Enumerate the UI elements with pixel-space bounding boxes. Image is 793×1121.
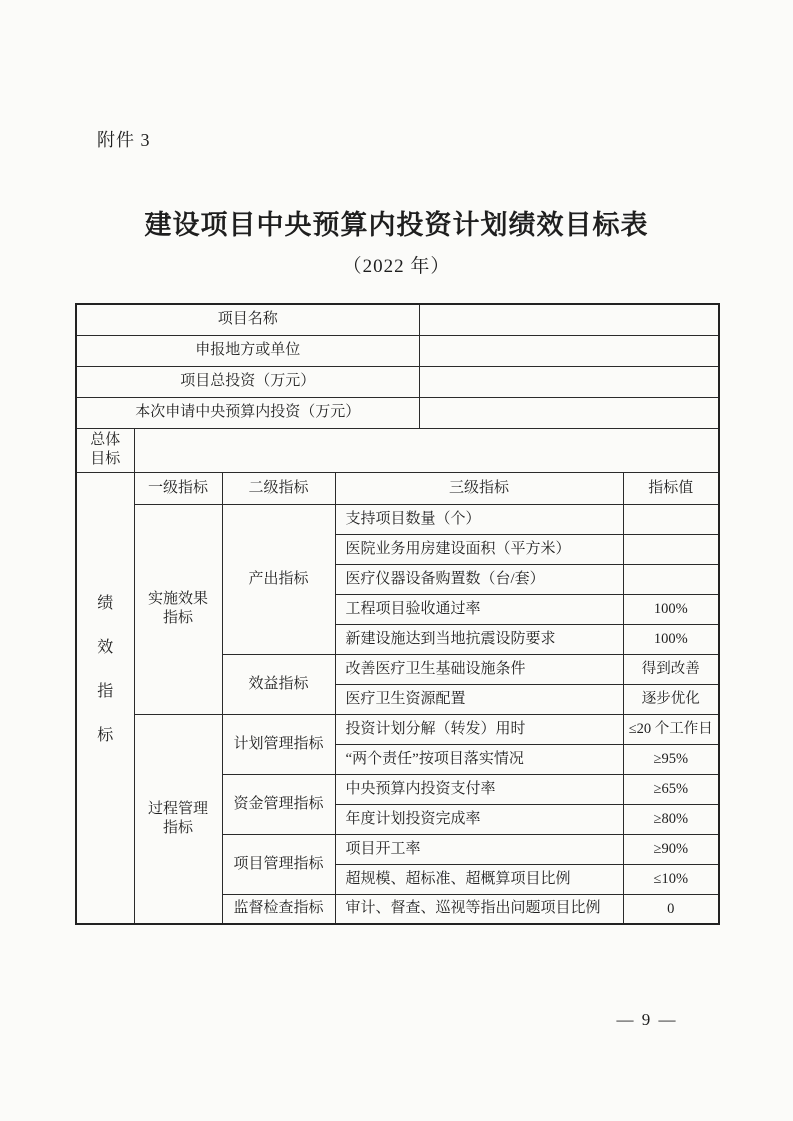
indicator-name-cell: 超规模、超标准、超概算项目比例 (335, 864, 623, 894)
overall-goal-row (76, 428, 719, 472)
requested-investment-label: 本次申请中央预算内投资（万元） (76, 397, 419, 428)
indicator-value-cell: ≥95% (623, 744, 719, 774)
indicator-value-cell: ≥65% (623, 774, 719, 804)
overall-goal-label: 总体目标 (76, 428, 134, 472)
indicator-value-cell: ≥80% (623, 804, 719, 834)
indicator-name-cell: 投资计划分解（转发）用时 (335, 714, 623, 744)
header-level1: 一级指标 (134, 472, 222, 504)
indicator-value-cell: 100% (623, 594, 719, 624)
total-investment-value (419, 366, 719, 397)
table-row (76, 714, 719, 744)
performance-axis-cell (76, 472, 134, 924)
indicator-name-cell: 改善医疗卫生基础设施条件 (335, 654, 623, 684)
indicator-value-cell (623, 564, 719, 594)
project-name-label: 项目名称 (76, 304, 419, 335)
indicator-name-cell: 医院业务用房建设面积（平方米） (335, 534, 623, 564)
performance-axis-char: 指 (97, 682, 114, 700)
performance-axis-char: 标 (97, 726, 114, 744)
header-value: 指标值 (623, 472, 719, 504)
table-row (76, 397, 719, 428)
indicator-value-cell: ≤10% (623, 864, 719, 894)
table-row (76, 366, 719, 397)
indicator-name-cell: “两个责任”按项目落实情况 (335, 744, 623, 774)
indicator-name-cell: 审计、督查、巡视等指出问题项目比例 (335, 894, 623, 924)
declaring-unit-value (419, 335, 719, 366)
indicator-value-cell (623, 504, 719, 534)
total-investment-label: 项目总投资（万元） (76, 366, 419, 397)
indicator-header-row (76, 472, 719, 504)
page-number: — 9 — (616, 1010, 678, 1029)
level1-group-cell: 过程管理指标 (134, 714, 222, 924)
indicator-name-cell: 工程项目验收通过率 (335, 594, 623, 624)
overall-goal-value (134, 428, 719, 472)
indicator-name-cell: 医疗仪器设备购置数（台/套） (335, 564, 623, 594)
indicator-value-cell: 100% (623, 624, 719, 654)
performance-axis-char: 效 (97, 638, 114, 656)
indicator-value-cell: 0 (623, 894, 719, 924)
indicator-name-cell: 医疗卫生资源配置 (335, 684, 623, 714)
table-row (76, 504, 719, 534)
indicator-name-cell: 项目开工率 (335, 834, 623, 864)
page-subtitle: （2022 年） (342, 256, 451, 277)
attachment-label: 附件 3 (97, 130, 151, 150)
level2-group-cell: 项目管理指标 (222, 834, 335, 894)
declaring-unit-label: 申报地方或单位 (76, 335, 419, 366)
level2-group-cell: 计划管理指标 (222, 714, 335, 774)
level2-group-cell: 监督检查指标 (222, 894, 335, 924)
indicator-name-cell: 中央预算内投资支付率 (335, 774, 623, 804)
header-level2: 二级指标 (222, 472, 335, 504)
indicator-value-cell: 逐步优化 (623, 684, 719, 714)
level2-group-cell: 资金管理指标 (222, 774, 335, 834)
indicator-value-cell: ≥90% (623, 834, 719, 864)
indicator-value-cell: 得到改善 (623, 654, 719, 684)
indicator-name-cell: 支持项目数量（个） (335, 504, 623, 534)
level2-group-cell: 效益指标 (222, 654, 335, 714)
performance-axis-label (77, 594, 134, 746)
table-row (76, 335, 719, 366)
indicator-value-cell: ≤20 个工作日 (623, 714, 719, 744)
indicator-value-cell (623, 534, 719, 564)
performance-target-table (75, 303, 720, 925)
page-title: 建设项目中央预算内投资计划绩效目标表 (144, 210, 649, 240)
indicator-name-cell: 新建设施达到当地抗震设防要求 (335, 624, 623, 654)
table-row (76, 304, 719, 335)
indicator-name-cell: 年度计划投资完成率 (335, 804, 623, 834)
performance-axis-char: 绩 (97, 594, 114, 612)
requested-investment-value (419, 397, 719, 428)
level2-group-cell: 产出指标 (222, 504, 335, 654)
level1-group-cell: 实施效果指标 (134, 504, 222, 714)
project-name-value (419, 304, 719, 335)
header-level3: 三级指标 (335, 472, 623, 504)
